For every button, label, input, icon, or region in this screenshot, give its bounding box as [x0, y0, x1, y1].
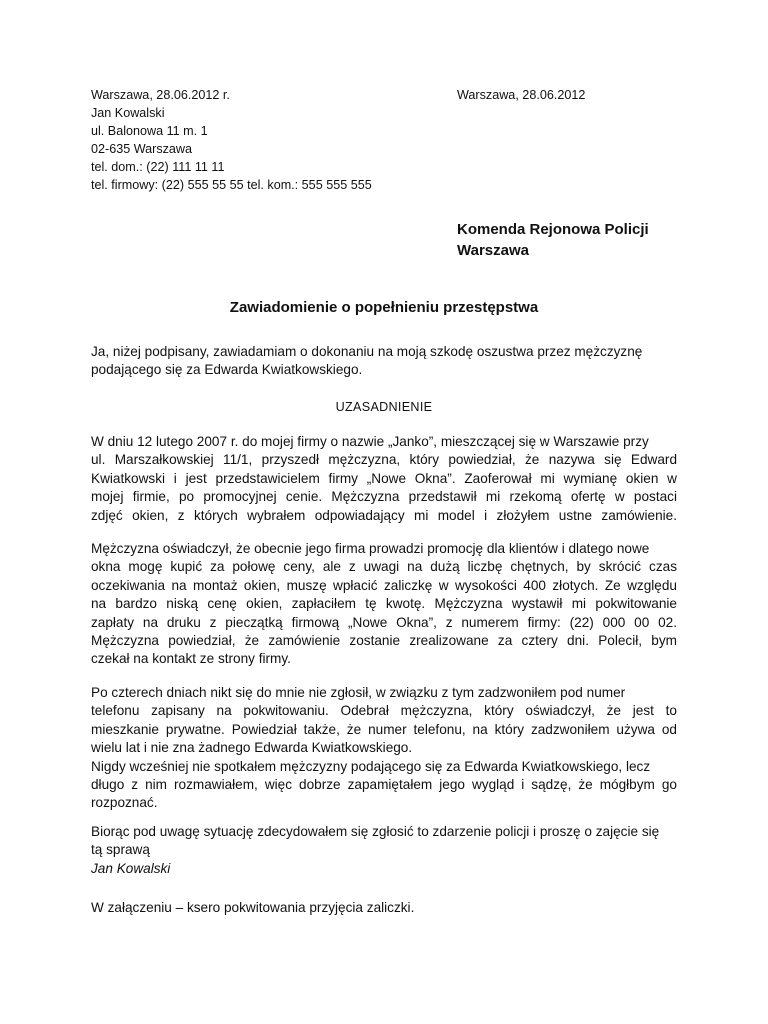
closing-paragraph: [91, 823, 677, 878]
paragraph-line: zapłaty na druku z pieczątką firmową „Nowe Okna”, z numerem firmy: (22) 000 00 02.: [91, 614, 677, 630]
paragraph-1: [91, 433, 677, 525]
paragraph-line: W dniu 12 lutego 2007 r. do mojej firmy o nazwie „Janko”, mieszczącej się w Warszawie przy: [91, 434, 649, 449]
paragraph-line: ul. Marszałkowskiej 11/1, przyszedł mężczyzna, który powiedział, że nazywa się Edward: [91, 452, 677, 468]
intro-paragraph: [91, 343, 677, 380]
recipient-line2: Warszawa: [457, 242, 529, 259]
paragraph-line: Nigdy wcześniej nie spotkałem mężczyzny podającego się za Edwarda Kwiatkowskiego, lecz: [91, 758, 651, 774]
recipient-block: [457, 219, 649, 261]
paragraph-3: [91, 684, 677, 813]
paragraph-2: [91, 540, 677, 669]
signature: Jan Kowalski: [91, 860, 171, 876]
date-right: Warszawa, 28.06.2012: [457, 88, 586, 102]
paragraph-line: na bardzo niską cenę okien, zapłaciłem tę kwotę. Mężczyzna wystawił mi pokwitowanie: [91, 596, 677, 612]
closing-line: Biorąc pod uwagę sytuację zdecydowałem się zgłosić to zdarzenie policji i proszę o zajęcie się: [91, 824, 660, 839]
intro-line: podającego się za Edwarda Kwiatkowskiego.: [91, 362, 363, 378]
paragraph-line: wielu lat i nie zna żadnego Edwarda Kwiatkowskiego.: [91, 740, 413, 756]
sender-place-date: Warszawa, 28.06.2012 r.: [91, 88, 230, 102]
sender-name: Jan Kowalski: [91, 106, 165, 120]
paragraph-line: mojej firmie, po promocyjnej cenie. Mężczyzna przedstawił mi rzekomą ofertę w postaci: [91, 489, 677, 505]
paragraph-line: Mężczyzna oświadczył, że obecnie jego firma prowadzi promocję dla klientów i dlatego nowe: [91, 541, 650, 556]
sender-block: [91, 86, 372, 194]
attachment-note: [91, 899, 677, 917]
attachment-line: W załączeniu – ksero pokwitowania przyjęcia zaliczki.: [91, 900, 415, 915]
sender-work-phones: tel. firmowy: (22) 555 55 55 tel. kom.: 555 555 555: [91, 178, 372, 192]
paragraph-line: mieszkanie prywatne. Powiedział także, że numer telefonu, na który zadzwoniłem używa od: [91, 721, 677, 737]
recipient-line1: Komenda Rejonowa Policji: [457, 221, 649, 238]
sender-home-phone: tel. dom.: (22) 111 11 11: [91, 160, 225, 174]
paragraph-line: długo z nim rozmawiałem, więc dobrze zapamiętałem jego wygląd i sądzę, że mógłbym go: [91, 777, 677, 793]
paragraph-line: oczekiwania na montaż okien, muszę wpłacić zaliczkę w wysokości 400 złotych. Ze względu: [91, 577, 677, 593]
intro-line: Ja, niżej podpisany, zawiadamiam o dokonaniu na moją szkodę oszustwa przez mężczyznę: [91, 344, 643, 359]
paragraph-line: zdjęć okien, z których wybrałem odpowiadający mi model i złożyłem ustne zamówienie.: [91, 507, 677, 523]
paragraph-line: czekał na kontakt ze strony firmy.: [91, 651, 291, 667]
closing-line: tą sprawą: [91, 842, 150, 858]
sender-street: ul. Balonowa 11 m. 1: [91, 124, 208, 138]
sender-postal-city: 02-635 Warszawa: [91, 142, 193, 156]
paragraph-line: Kwiatkowski i jest przedstawicielem firmy „Nowe Okna”. Zaoferował mi wymianę okien w: [91, 470, 677, 486]
paragraph-line: Po czterech dniach nikt się do mnie nie zgłosił, w związku z tym zadzwoniłem pod numer: [91, 685, 626, 700]
paragraph-line: telefonu zapisany na pokwitowaniu. Odebrał mężczyzna, który oświadczył, że jest to: [91, 703, 677, 719]
paragraph-line: Mężczyzna powiedział, że zamówienie zostanie zrealizowane za cztery dni. Polecił, bym: [91, 633, 677, 649]
section-heading: UZASADNIENIE: [335, 400, 433, 414]
document-title: Zawiadomienie o popełnieniu przestępstwa: [229, 299, 539, 316]
paragraph-line: okna mogę kupić za połowę ceny, ale z uwagi na dużą liczbę chętnych, by skrócić czas: [91, 559, 677, 575]
paragraph-line: rozpoznać.: [91, 795, 158, 811]
